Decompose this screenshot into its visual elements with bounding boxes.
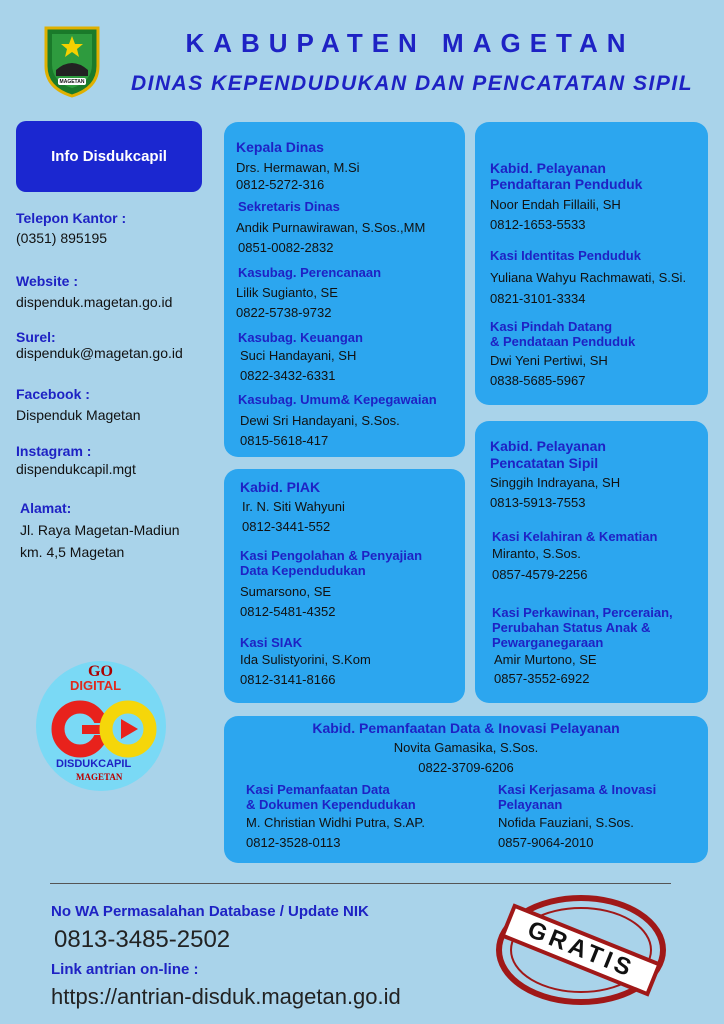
kasi-kerjasama-name: Nofida Fauziani, S.Sos.	[498, 815, 634, 830]
website-label: Website :	[16, 273, 78, 289]
antrian-link[interactable]: https://antrian-disduk.magetan.go.id	[51, 984, 401, 1009]
surel-link[interactable]: dispenduk@magetan.go.id	[16, 345, 183, 361]
pemanfaatan-phone: 0822-3709-6206	[418, 760, 514, 775]
kasi-pemanfaatan-title-2: & Dokumen Kependudukan	[246, 797, 416, 812]
facebook-label: Facebook :	[16, 386, 90, 402]
page-title: KABUPATEN MAGETAN	[185, 28, 635, 58]
kelahiran-title: Kasi Kelahiran & Kematian	[492, 529, 658, 544]
wa-label: No WA Permasalahan Database / Update NIK	[51, 903, 369, 920]
pemanfaatan-title: Kabid. Pemanfaatan Data & Inovasi Pelayanan	[312, 720, 620, 736]
identitas-title: Kasi Identitas Penduduk	[490, 248, 641, 263]
identitas-phone: 0821-3101-3334	[490, 291, 586, 306]
sekretaris-title: Sekretaris Dinas	[238, 199, 340, 214]
pengolahan-phone: 0812-5481-4352	[240, 604, 336, 619]
page-subtitle: DINAS KEPENDUDUKAN DAN PENCATATAN SIPIL	[130, 72, 694, 95]
instagram-value: dispendukcapil.mgt	[16, 461, 136, 477]
alamat-line-2: km. 4,5 Magetan	[20, 544, 125, 560]
pencatatan-title-2: Pencatatan Sipil	[490, 455, 599, 471]
piak-name: Ir. N. Siti Wahyuni	[242, 499, 345, 514]
website-link[interactable]: dispenduk.magetan.go.id	[16, 294, 173, 310]
perkawinan-name: Amir Murtono, SE	[494, 652, 597, 667]
perkawinan-phone: 0857-3552-6922	[494, 671, 590, 686]
perkawinan-title-2: Perubahan Status Anak &	[492, 620, 651, 635]
surel-label: Surel:	[16, 329, 56, 345]
kasi-kerjasama-title-2: Pelayanan	[498, 797, 563, 812]
go-text: GO	[88, 663, 113, 680]
pencatatan-title-1: Kabid. Pelayanan	[490, 438, 606, 454]
pencatatan-name: Singgih Indrayana, SH	[490, 475, 621, 490]
gratis-stamp	[489, 890, 673, 1010]
digital-text: DIGITAL	[70, 678, 122, 693]
siak-phone: 0812-3141-8166	[240, 672, 336, 687]
keuangan-title: Kasubag. Keuangan	[238, 330, 363, 345]
siak-title: Kasi SIAK	[240, 635, 303, 650]
pindah-name: Dwi Yeni Pertiwi, SH	[490, 353, 608, 368]
perkawinan-title-1: Kasi Perkawinan, Perceraian,	[492, 605, 673, 620]
identitas-name: Yuliana Wahyu Rachmawati, S.Si.	[490, 270, 687, 285]
kelahiran-phone: 0857-4579-2256	[492, 567, 588, 582]
disdukcapil-text: DISDUKCAPIL	[56, 758, 132, 770]
alamat-label: Alamat:	[20, 500, 72, 516]
kasi-kerjasama-phone: 0857-9064-2010	[498, 835, 594, 850]
pindah-title-2: & Pendataan Penduduk	[490, 334, 636, 349]
keuangan-phone: 0822-3432-6331	[240, 368, 336, 383]
go-digital-logo	[34, 659, 168, 793]
kepegawaian-phone: 0815-5618-417	[240, 433, 329, 448]
pemanfaatan-name: Novita Gamasika, S.Sos.	[393, 740, 539, 755]
magetan-text: MAGETAN	[76, 772, 123, 782]
kepegawaian-title: Kasubag. Umum& Kepegawaian	[238, 392, 437, 407]
pencatatan-phone: 0813-5913-7553	[490, 495, 586, 510]
antrian-label: Link antrian on-line :	[51, 961, 199, 978]
alamat-line-1: Jl. Raya Magetan-Madiun	[20, 522, 180, 538]
facebook-value: Dispenduk Magetan	[16, 407, 141, 423]
kepala-dinas-phone: 0812-5272-316	[236, 177, 325, 192]
pengolahan-title-1: Kasi Pengolahan & Penyajian	[240, 548, 423, 563]
sekretaris-name: Andik Purnawirawan, S.Sos.,MM	[236, 220, 426, 235]
gratis-text: GRATIS	[523, 915, 639, 984]
info-disdukcapil-button[interactable]: Info Disdukcapil	[16, 121, 202, 192]
perkawinan-title-3: Pewarganegaraan	[492, 635, 604, 650]
pendaftaran-name: Noor Endah Fillaili, SH	[490, 197, 621, 212]
pengolahan-name: Sumarsono, SE	[240, 584, 332, 599]
perencanaan-name: Lilik Sugianto, SE	[236, 285, 338, 300]
pendaftaran-title-2: Pendaftaran Penduduk	[490, 176, 643, 192]
perencanaan-phone: 0822-5738-9732	[236, 305, 332, 320]
logo-ribbon-text: MAGETAN	[59, 79, 85, 85]
wa-number[interactable]: 0813-3485-2502	[54, 926, 231, 953]
pengolahan-title-2: Data Kependudukan	[240, 563, 366, 578]
keuangan-name: Suci Handayani, SH	[240, 348, 357, 363]
footer-divider	[50, 883, 671, 884]
kasi-pemanfaatan-title-1: Kasi Pemanfaatan Data	[246, 782, 390, 797]
perencanaan-title: Kasubag. Perencanaan	[238, 265, 382, 280]
piak-phone: 0812-3441-552	[242, 519, 331, 534]
pendaftaran-title-1: Kabid. Pelayanan	[490, 160, 606, 176]
kepala-dinas-name: Drs. Hermawan, M.Si	[236, 160, 360, 175]
siak-name: Ida Sulistyorini, S.Kom	[240, 652, 371, 667]
telepon-value: (0351) 895195	[16, 230, 108, 246]
magetan-logo	[40, 22, 104, 98]
kasi-pemanfaatan-phone: 0812-3528-0113	[246, 835, 341, 850]
kepala-dinas-title: Kepala Dinas	[236, 139, 324, 155]
telepon-label: Telepon Kantor :	[16, 210, 127, 226]
pindah-phone: 0838-5685-5967	[490, 373, 586, 388]
kasi-pemanfaatan-name: M. Christian Widhi Putra, S.AP.	[246, 815, 425, 830]
pendaftaran-phone: 0812-1653-5533	[490, 217, 586, 232]
pindah-title-1: Kasi Pindah Datang	[490, 319, 613, 334]
kasi-kerjasama-title-1: Kasi Kerjasama & Inovasi	[498, 782, 657, 797]
kelahiran-name: Miranto, S.Sos.	[492, 546, 581, 561]
kepegawaian-name: Dewi Sri Handayani, S.Sos.	[240, 413, 400, 428]
sekretaris-phone: 0851-0082-2832	[238, 240, 334, 255]
piak-title: Kabid. PIAK	[240, 479, 321, 495]
instagram-label: Instagram :	[16, 443, 92, 459]
